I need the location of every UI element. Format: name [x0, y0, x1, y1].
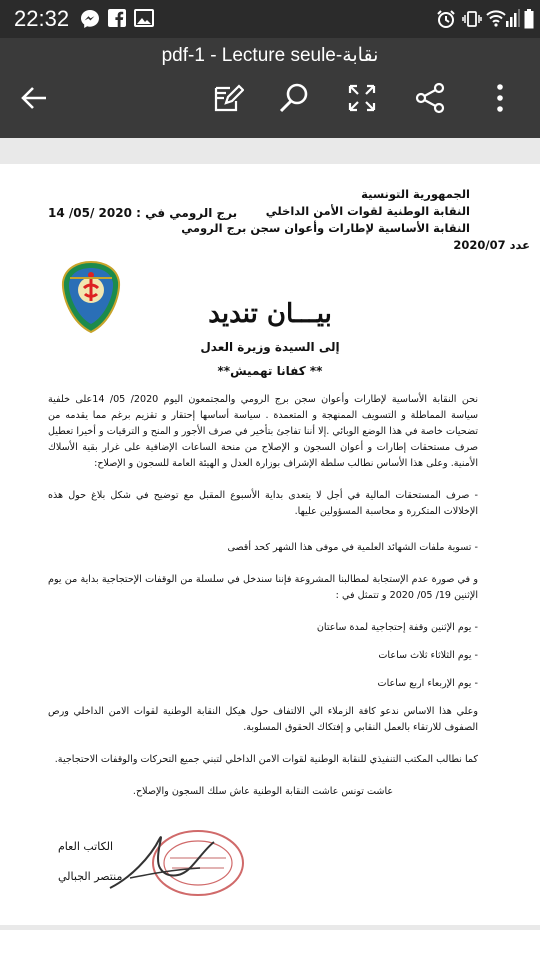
fullscreen-icon[interactable] — [346, 82, 378, 114]
strike-item: - يوم الإربعاء اربع ساعات — [377, 678, 478, 689]
header-line: النقابة الوطنية لقوات الأمن الداخلي — [265, 204, 470, 218]
status-bar — [0, 0, 540, 38]
next-page-preview — [0, 930, 540, 960]
slogan: ** كفانا تهميش** — [217, 364, 323, 378]
messenger-icon — [80, 9, 100, 29]
status-time: 22:32 — [14, 6, 70, 31]
addressee: إلى السيدة وزيرة العدل — [200, 340, 340, 354]
document-page[interactable] — [0, 164, 540, 925]
signal-icon — [506, 9, 520, 27]
gallery-icon — [134, 9, 154, 27]
back-arrow-icon[interactable] — [18, 82, 50, 114]
date-line: برج الرومي في : 2020 /05/ 14 — [48, 206, 238, 220]
intro-paragraph: نحن النقابة الأساسية لإطارات وأعوان سجن برج الرومي والمجتمعون اليوم 2020/ 05/ 14على خلفية سياسة المماطلة و التسويف الممنهجة و المتعمدة . سياسة أساسها إحتقار و تقزيم برغم مما يقدمه من تضحيات خاصة في هذا الوضع الوبائي .إلا أننا تفاجئ بتأخير في صرف الأجور و المنح و الترقيات و أخيرا تعطيل صرف مستحقات إطارات و أعوان السجون و الإصلاح من منحة الساعات الإضافية على غرار بقية الأسلاك الأمنية. وعلى هذا الأساس نطالب سلطة الإشراف بوزارة العدل و الهيئة العامة للسجون و الإصلاح: — [48, 394, 478, 469]
alarm-icon — [436, 9, 456, 29]
wifi-icon — [486, 9, 506, 27]
strike-intro-paragraph: و في صورة عدم الإستجابة لمطالبنا المشروعة فإننا سندخل في سلسلة من الوقفات الإحتجاجية بداية من يوم الإثنين 19/ 05/ 2020 و تتمثل في : — [48, 574, 478, 601]
demand-item: - تسوية ملفات الشهائد العلمية في موفى هذا الشهر كحد أقصى — [227, 542, 478, 553]
motto-line: عاشت تونس عاشت النقابة الوطنية عاش سلك السجون والإصلاح. — [132, 786, 394, 797]
search-icon[interactable] — [278, 82, 310, 114]
signatory-title: الكاتب العام — [58, 840, 114, 853]
more-options-icon[interactable] — [484, 82, 516, 114]
edit-icon[interactable] — [212, 82, 244, 114]
strike-item: - يوم الثلاثاء ثلاث ساعات — [378, 650, 478, 661]
facebook-icon — [108, 9, 126, 27]
header-line: النقابة الأساسية لإطارات وأعوان سجن برج الرومي — [181, 221, 470, 235]
handwritten-signature — [100, 828, 220, 898]
strike-item: - يوم الإثنين وقفة إحتجاجية لمدة ساعتان — [316, 622, 478, 633]
statement-title: بيـــان تنديد — [208, 299, 332, 329]
signatory-name: منتصر الجبالي — [58, 870, 123, 883]
header-line: عدد 2020/07 — [453, 238, 530, 252]
call-paragraph: وعلي هذا الاساس ندعو كافة الزملاء الي الالتفاف حول هيكل النقابة الوطنية لقوات الامن الداخلي ورص الصفوف للارتقاء بالعمل النقابي و إفتكاك الحقوق المسلوبة. — [48, 706, 478, 733]
demand-item: - صرف المستحقات المالية في أجل لا يتعدى بداية الأسبوع المقبل مع توضيح في شكل بلاغ حول هذه الإخلالات المتكررة و محاسبة المسؤولين عليها. — [48, 490, 478, 517]
battery-icon — [524, 9, 534, 29]
share-icon[interactable] — [414, 82, 446, 114]
vibrate-icon — [462, 9, 482, 29]
document-header — [181, 186, 530, 254]
closing-paragraph: كما نطالب المكتب التنفيذي للنقابة الوطنية لقوات الامن الداخلي لتبني جميع التحركات والوقفات الاحتجاجية. — [54, 754, 478, 765]
document-title: pdf-1 - Lecture seule-نقابة — [161, 45, 379, 66]
app-toolbar — [0, 38, 540, 138]
header-line: الجمهورية التونسية — [361, 187, 470, 201]
